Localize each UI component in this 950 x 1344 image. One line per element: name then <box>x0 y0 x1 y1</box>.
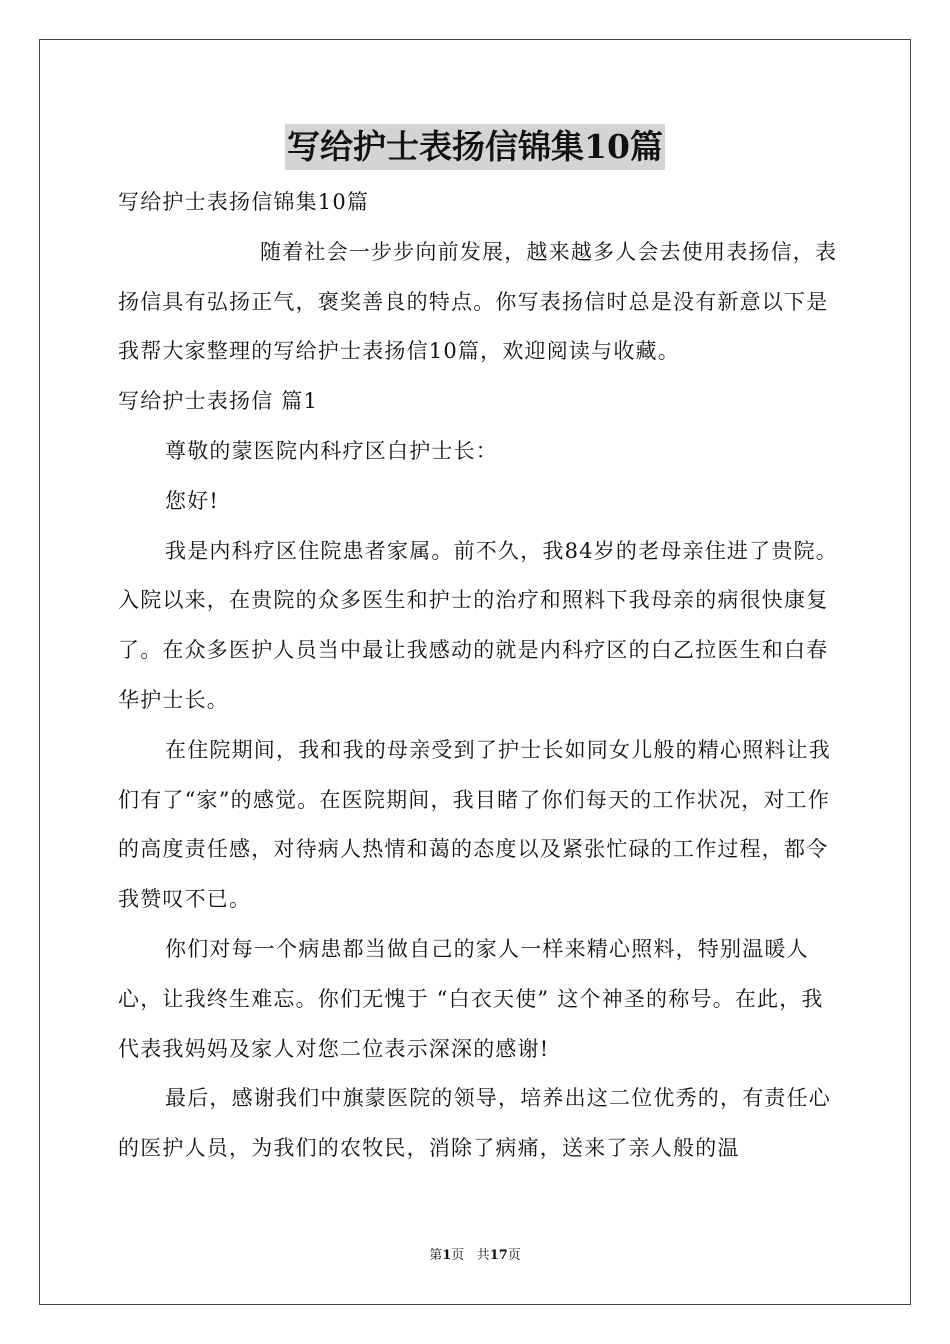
page-label-post: 页 <box>451 1248 465 1263</box>
document-body <box>118 178 838 1174</box>
title-container <box>0 124 950 170</box>
salutation: 尊敬的蒙医院内科疗区白护士长： <box>165 438 498 463</box>
total-label-post: 页 <box>507 1248 521 1263</box>
total-pages: 17 <box>489 1248 508 1263</box>
subtitle-line: 写给护士表扬信锦集10篇 <box>118 190 370 214</box>
intro-paragraph: 随着社会一步步向前发展，越来越多人会去使用表扬信，表扬信具有弘扬正气，褒奖善良的特点。你写表扬信时总是没有新意以下是我帮大家整理的写给护士表扬信10篇，欢迎阅读与收藏。 <box>118 239 838 364</box>
page-label-pre: 第 <box>429 1248 443 1263</box>
body-paragraph: 我是内科疗区住院患者家属。前不久，我84岁的老母亲住进了贵院。入院以来，在贵院的众多医生和护士的治疗和照料下我母亲的病很快康复了。在众多医护人员当中最让我感动的就是内科疗区的白乙拉医生和白春华护士长。 <box>118 538 838 712</box>
page-footer <box>0 1246 950 1266</box>
section-heading: 写给护士表扬信 篇1 <box>118 389 319 414</box>
body-paragraph: 你们对每一个病患都当做自己的家人一样来精心照料，特别温暖人心，让我终生难忘。你们无愧于 “白衣天使” 这个神圣的称号。在此，我代表我妈妈及家人对您二位表示深深的感谢! <box>118 936 824 1061</box>
body-paragraph: 最后，感谢我们中旗蒙医院的领导，培养出这二位优秀的，有责任心的医护人员，为我们的农牧民，消除了病痛，送来了亲人般的温 <box>118 1086 831 1161</box>
total-label-pre: 共 <box>476 1248 490 1263</box>
page-number: 1 <box>442 1248 452 1263</box>
document-title: 写给护士表扬信锦集10篇 <box>285 124 665 170</box>
greeting: 您好! <box>165 488 220 513</box>
body-paragraph: 在住院期间，我和我的母亲受到了护士长如同女儿般的精心照料让我们有了“家”的感觉。在医院期间，我目睹了你们每天的工作状况，对工作的高度责任感，对待病人热情和蔼的态度以及紧张忙碌的工作过程，都令我赞叹不已。 <box>118 737 831 912</box>
